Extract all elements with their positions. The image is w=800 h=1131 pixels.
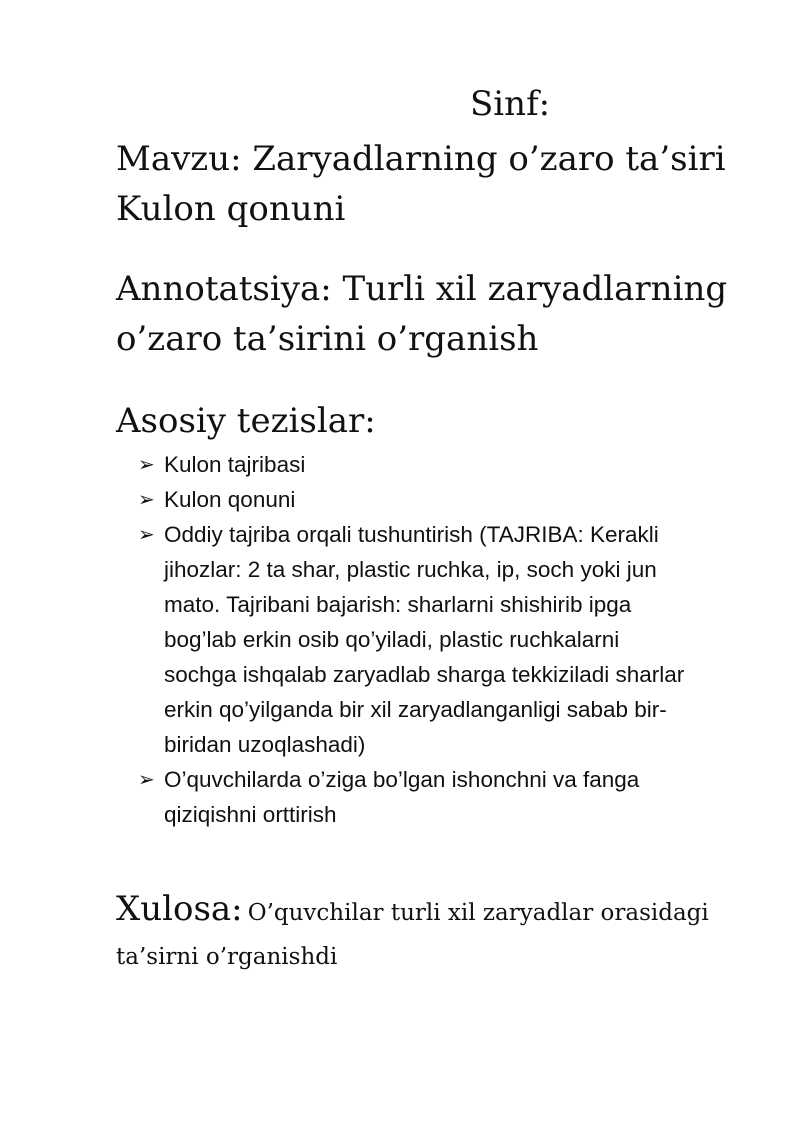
annotation-heading (116, 264, 776, 364)
list-item-line: biridan uzoqlashadi) (164, 732, 366, 757)
conclusion-text-line-2: ta’sirni o’rganishdi (116, 944, 338, 970)
conclusion-text-line-1: O’quvchilar turli xil zaryadlar orasidagi (247, 900, 709, 926)
annotation-line-2: o’zaro ta’sirini o’rganish (116, 319, 539, 359)
annotation-line-1: Annotatsiya: Turli xil zaryadlarning (116, 269, 728, 309)
list-item (138, 447, 738, 482)
list-item-line: erkin qo’yilganda bir xil zaryadlanganligi sabab bir- (164, 697, 667, 722)
arrow-bullet-icon: ➢ (138, 452, 155, 476)
list-item-line: mato. Tajribani bajarish: sharlarni shishirib ipga (164, 592, 632, 617)
arrow-bullet-icon: ➢ (138, 487, 155, 511)
conclusion-first-line (116, 884, 776, 940)
list-item (138, 482, 738, 517)
theses-list (138, 447, 738, 832)
class-field-label: Sinf: (470, 84, 551, 124)
topic-line-1: Mavzu: Zaryadlarning o’zaro ta’siri (116, 139, 726, 179)
arrow-bullet-icon: ➢ (138, 522, 155, 546)
list-item-line: Oddiy tajriba orqali tushuntirish (TAJRIBA: Kerakli (164, 522, 659, 547)
conclusion-label: Xulosa: (116, 889, 243, 929)
topic-heading (116, 134, 776, 234)
arrow-bullet-icon: ➢ (138, 767, 155, 791)
list-item-line: Kulon qonuni (164, 487, 296, 512)
main-theses-title: Asosiy tezislar: (116, 401, 376, 441)
list-item-line: bog’lab erkin osib qo’yiladi, plastic ruchkalarni (164, 627, 620, 652)
list-item (138, 762, 738, 832)
list-item (138, 517, 738, 762)
topic-line-2: Kulon qonuni (116, 189, 346, 229)
list-item-line: Kulon tajribasi (164, 452, 306, 477)
conclusion-section (116, 884, 776, 974)
list-item-line: sochga ishqalab zaryadlab sharga tekkiziladi sharlar (164, 662, 685, 687)
list-item-line: jihozlar: 2 ta shar, plastic ruchka, ip, soch yoki jun (164, 557, 657, 582)
list-item-line: qiziqishni orttirish (164, 802, 337, 827)
list-item-line: O’quvchilarda o’ziga bo’lgan ishonchni va fanga (164, 767, 640, 792)
